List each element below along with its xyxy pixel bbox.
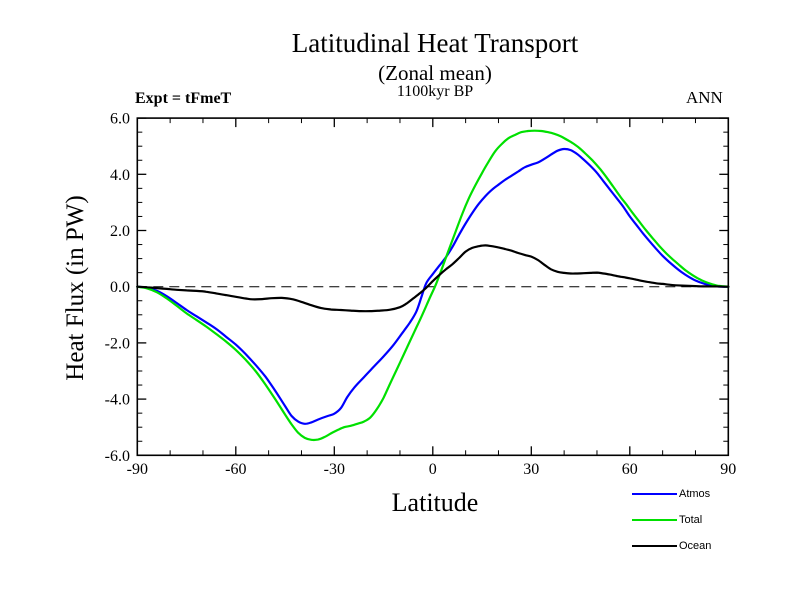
y-tick-label: 2.0 xyxy=(110,223,130,240)
x-tick-label: 90 xyxy=(720,461,737,478)
x-tick-label: 0 xyxy=(428,461,437,478)
legend-label: Atmos xyxy=(679,488,711,500)
chart-subtitle: (Zonal mean) xyxy=(378,61,492,85)
legend-label: Ocean xyxy=(679,540,712,552)
y-tick-label: -6.0 xyxy=(104,447,130,465)
date-label: 1100kyr BP xyxy=(396,83,474,100)
y-axis-title: Heat Flux (in PW) xyxy=(62,195,89,381)
x-tick-label: -60 xyxy=(225,461,247,478)
legend-item-total xyxy=(632,514,711,526)
legend-item-atmos xyxy=(632,488,711,500)
x-tick-label: 30 xyxy=(523,461,540,478)
legend-label: Total xyxy=(679,514,703,526)
series-line-ocean xyxy=(137,245,728,311)
legend xyxy=(632,488,711,566)
y-tick-label: 6.0 xyxy=(110,110,130,128)
x-tick-label: -90 xyxy=(126,461,148,478)
x-tick-label: 60 xyxy=(621,461,638,478)
y-tick-label: 4.0 xyxy=(110,166,130,184)
y-tick-label: -2.0 xyxy=(104,335,130,353)
season-label: ANN xyxy=(686,88,723,107)
series-line-total xyxy=(137,131,728,440)
legend-swatch-atmos xyxy=(632,493,677,495)
y-tick-label: 0.0 xyxy=(110,279,130,297)
y-tick-label: -4.0 xyxy=(104,391,130,409)
x-axis-title: Latitude xyxy=(391,488,479,517)
experiment-label: Expt = tFmeT xyxy=(135,90,232,107)
legend-swatch-total xyxy=(632,519,677,521)
chart-title: Latitudinal Heat Transport xyxy=(291,28,579,58)
legend-item-ocean xyxy=(632,540,711,552)
x-tick-label: -30 xyxy=(323,461,345,478)
legend-swatch-ocean xyxy=(632,545,677,547)
